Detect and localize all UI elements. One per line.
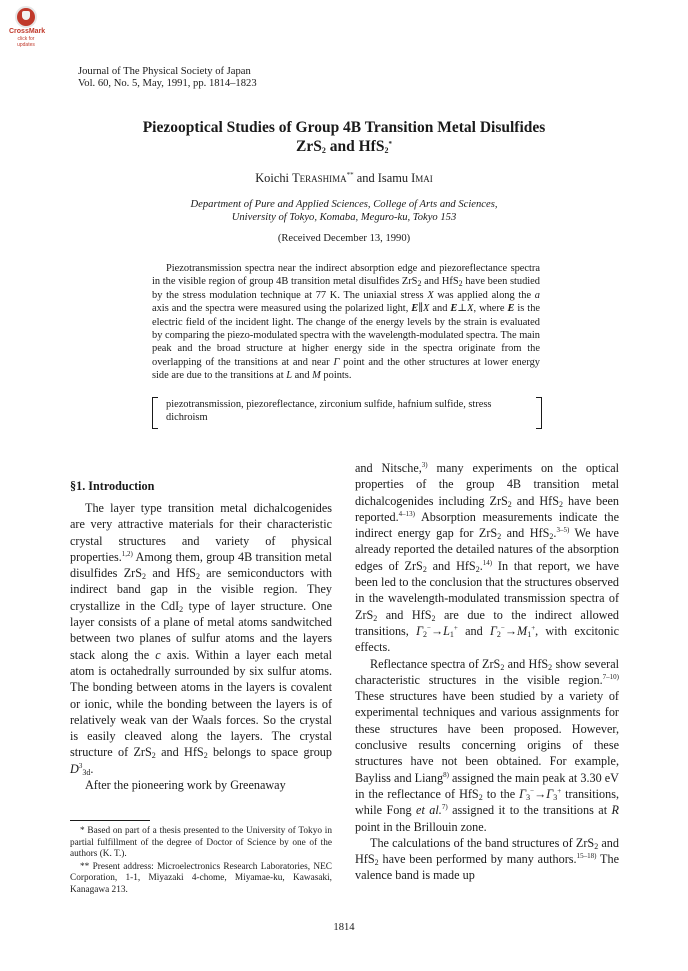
footnote-2: ** Present address: Microelectronics Research Laboratories, NEC Corporation, 1-1, Miyazaki 4-chome, Miyamae-ku, Kawasaki, Kanagawa 213.	[70, 861, 332, 895]
paper-title	[0, 118, 688, 156]
journal-volume: Vol. 60, No. 5, May, 1991, pp. 1814–1823	[78, 78, 257, 89]
bracket-left	[152, 397, 158, 429]
author-1-family: Terashima	[292, 171, 347, 185]
title-line-2: ZrS$_2$ and HfS$_2$*	[296, 138, 392, 155]
keywords-line-1: piezotransmission, piezoreflectance, zirconium sulfide, hafnium sulfide, stress	[166, 399, 492, 410]
keywords-line-2: dichroism	[166, 412, 208, 424]
bracket-right	[536, 397, 542, 429]
crossmark-sublabel: click for updates	[17, 36, 35, 48]
right-column	[355, 460, 619, 884]
keywords-text	[166, 398, 532, 425]
journal-header	[78, 66, 257, 90]
affiliation-line-1: Department of Pure and Applied Sciences, College of Arts and Sciences,	[190, 199, 498, 210]
crossmark-logo[interactable]	[9, 6, 46, 48]
footnote-rule	[70, 820, 150, 821]
abstract	[152, 262, 540, 383]
author-conjunction: and Isamu	[353, 171, 412, 185]
affiliation	[0, 198, 688, 224]
section-heading: §1. Introduction	[70, 479, 155, 493]
keywords-box	[152, 397, 542, 427]
author-list	[0, 171, 688, 186]
author-2-family: Imai	[411, 171, 433, 185]
footnotes	[70, 826, 332, 898]
journal-name: Journal of The Physical Society of Japan	[78, 66, 251, 77]
title-line-1: Piezooptical Studies of Group 4B Transition Metal Disulfides	[142, 119, 546, 136]
crossmark-icon	[15, 6, 37, 28]
crossmark-label: CrossMark	[9, 28, 46, 35]
left-column	[70, 478, 332, 793]
footnote-1: * Based on part of a thesis presented to the University of Tokyo in partial fulfillment of the degree of Doctor of Science by one of the authors (K. T.).	[70, 826, 332, 860]
page-number: 1814	[333, 922, 355, 933]
paragraph: Reflectance spectra of ZrS$_2$ and HfS$_2$ show several characteristic structures in the visible region.$^{7-10)}$ These structures have been studied by a variety of experimental techniques and various assignments for these structures have been proposed. However, conclusive results concerning origins of these structures have not been obtained. For example, Bayliss and Liang$^{8)}$ assigned the main peak at 3.30 eV in the reflectance of HfS$_2$ to the $\Gamma_3^-\to\Gamma_3^+$ transitions, while Fong et al.$^{7)}$ assigned it to the transitions at R point in the Brillouin zone.	[355, 656, 619, 834]
paragraph: The calculations of the band structures of ZrS$_2$ and HfS$_2$ have been performed by many authors.$^{15-18)}$ The valence band is made up	[355, 835, 619, 883]
affiliation-line-2: University of Tokyo, Komaba, Meguro-ku, Tokyo 153	[231, 212, 457, 223]
received-date: (Received December 13, 1990)	[277, 233, 411, 244]
abstract-text: Piezotransmission spectra near the indirect absorption edge and piezoreflectance spectra in the visible region of group 4B transition metal disulfides ZrS$_2$ and HfS$_2$ have been studied by the stress modulation technique at 77 K. The uniaxial stress X was applied along the a axis and the spectra were measured using the polarized light, E∥X and E⊥X, where E is the electric field of the incident light. The change of the energy levels by the strain is evaluated by comparing the piezo-modulated spectra with the wavelength-modulated spectra. The main peak and the broad structure at higher energy side in the spectra originate from the overlapping of the transitions at and near Γ point and the other structures at lower energy side are due to the transitions at L and M points.	[152, 263, 540, 382]
paragraph: The layer type transition metal dichalcogenides are very attractive materials for their characteristic crystal structures and variety of physical properties.$^{1,2)}$ Among them, group 4B transition metal disulfides ZrS$_2$ and HfS$_2$ are semiconductors with indirect band gap in the visible region. They crystallize in the CdI$_2$ type of layer structure. One layer consists of a plane of metal atoms sandwitched between two planes of sulfur atoms and the layers stack along the c axis. Within a layer each metal atom is octahedrally surrounded by six sulfur atoms. The bonding between atoms in the layers is covalent or ionic, while the bonding between the layers is of relatively weak van der Waals forces. So the crystal is easily cleaved along the layers. The crystal structure of ZrS$_2$ and HfS$_2$ belongs to space group $D^3_{3d}$.	[70, 501, 333, 777]
author-1-given: Koichi	[255, 171, 289, 185]
author-1-mark: **	[346, 171, 354, 179]
paragraph: After the pioneering work by Greenaway	[85, 778, 286, 793]
paragraph: and Nitsche,$^{3)}$ many experiments on the optical properties of the group 4B transition metal dichalcogenides including ZrS$_2$ and HfS$_2$ have been reported.$^{4-13)}$ Absorption measurements indicate the indirect energy gap for ZrS$_2$ and HfS$_2$.$^{3-5)}$ We have already reported the detailed natures of the absorption edges of ZrS$_2$ and HfS$_2$.$^{14)}$ In that report, we have been led to the conclusion that the structures observed in the wavelength-modulated transmission spectra of ZrS$_2$ and HfS$_2$ are due to the indirect allowed transitions, $\Gamma_2^-\to L_1^+$ and $\Gamma_2^-\to M_1^+$, with excitonic effects.	[355, 461, 619, 655]
